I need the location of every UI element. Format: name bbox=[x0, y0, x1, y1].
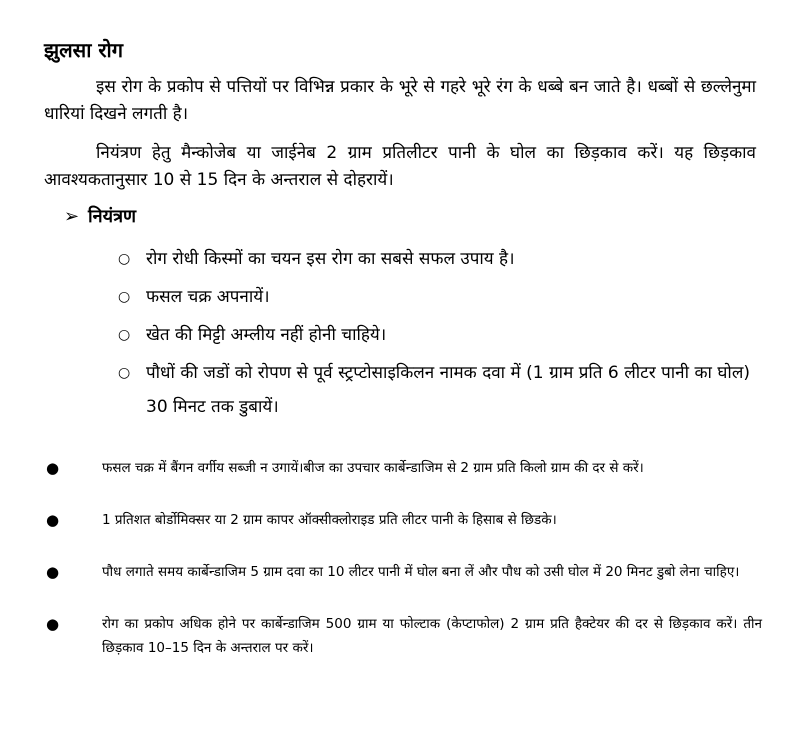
description-paragraph: इस रोग के प्रकोप से पत्तियों पर विभिन्न प्रकार के भूरे से गहरे भूरे रंग के धब्बे बन जाते है। धब्बों से छल्लेनुमा धारियां दिखने लगती है। bbox=[44, 77, 756, 124]
control-heading-text: नियंत्रण bbox=[88, 206, 137, 227]
list-item bbox=[118, 280, 750, 314]
circle-bullet-icon: ○ bbox=[118, 251, 131, 267]
treatment-paragraph: नियंत्रण हेतु मैन्कोजेब या जाईनेब 2 ग्राम प्रतिलीटर पानी के घोल का छिड़काव करें। यह छिड़काव आवश्यकतानुसार 10 से 15 दिन के अन्तराल से दोहरायें। bbox=[44, 143, 756, 190]
dot-bullet-icon: ● bbox=[46, 459, 60, 477]
list-item bbox=[118, 318, 750, 352]
control-list bbox=[118, 242, 750, 428]
recommendation-list bbox=[46, 456, 762, 660]
arrow-bullet-icon: ➢ bbox=[64, 206, 80, 227]
list-item bbox=[46, 560, 762, 584]
dot-bullet-icon: ● bbox=[46, 563, 60, 581]
circle-bullet-icon: ○ bbox=[118, 365, 131, 381]
control-heading bbox=[64, 204, 136, 228]
list-item bbox=[118, 242, 750, 276]
list-item-text: रोग रोधी किस्मों का चयन इस रोग का सबसे सफल उपाय है। bbox=[146, 249, 515, 269]
list-item-text: फसल चक्र अपनायें। bbox=[146, 287, 270, 307]
list-item bbox=[118, 356, 750, 424]
list-item bbox=[46, 612, 762, 660]
list-item-text: पौध लगाते समय कार्बेन्डाजिम 5 ग्राम दवा का 10 लीटर पानी में घोल बना लें और पौध को उसी घोल में 20 मिनट डुबो लेना चाहिए। bbox=[102, 564, 740, 580]
dot-bullet-icon: ● bbox=[46, 511, 60, 529]
dot-bullet-icon: ● bbox=[46, 615, 60, 633]
list-item bbox=[46, 456, 762, 480]
list-item-text: रोग का प्रकोप अधिक होने पर कार्बेन्डाजिम 500 ग्राम या फोल्टाक (केप्टाफोल) 2 ग्राम प्रति हैक्टेयर की दर से छिड़काव करें। तीन छिड़काव 10–15 दिन के अन्तराल पर करें। bbox=[102, 616, 762, 656]
list-item-text: फसल चक्र में बैंगन वर्गीय सब्जी न उगायें।बीज का उपचार कार्बेन्डाजिम से 2 ग्राम प्रति किलो ग्राम की दर से करें। bbox=[102, 460, 644, 476]
circle-bullet-icon: ○ bbox=[118, 289, 131, 305]
circle-bullet-icon: ○ bbox=[118, 327, 131, 343]
page-title: झुलसा रोग bbox=[44, 38, 123, 62]
list-item-text: खेत की मिट्टी अम्लीय नहीं होनी चाहिये। bbox=[146, 325, 387, 345]
list-item-text: पौधों की जडों को रोपण से पूर्व स्ट्रप्टोसाइकिलन नामक दवा में (1 ग्राम प्रति 6 लीटर पानी का घोल) 30 मिनट तक डुबायें। bbox=[146, 363, 750, 417]
list-item-text: 1 प्रतिशत बोर्डोमिक्सर या 2 ग्राम कापर ऑक्सीक्लोराइड प्रति लीटर पानी के हिसाब से छिडके। bbox=[102, 512, 557, 528]
list-item bbox=[46, 508, 762, 532]
